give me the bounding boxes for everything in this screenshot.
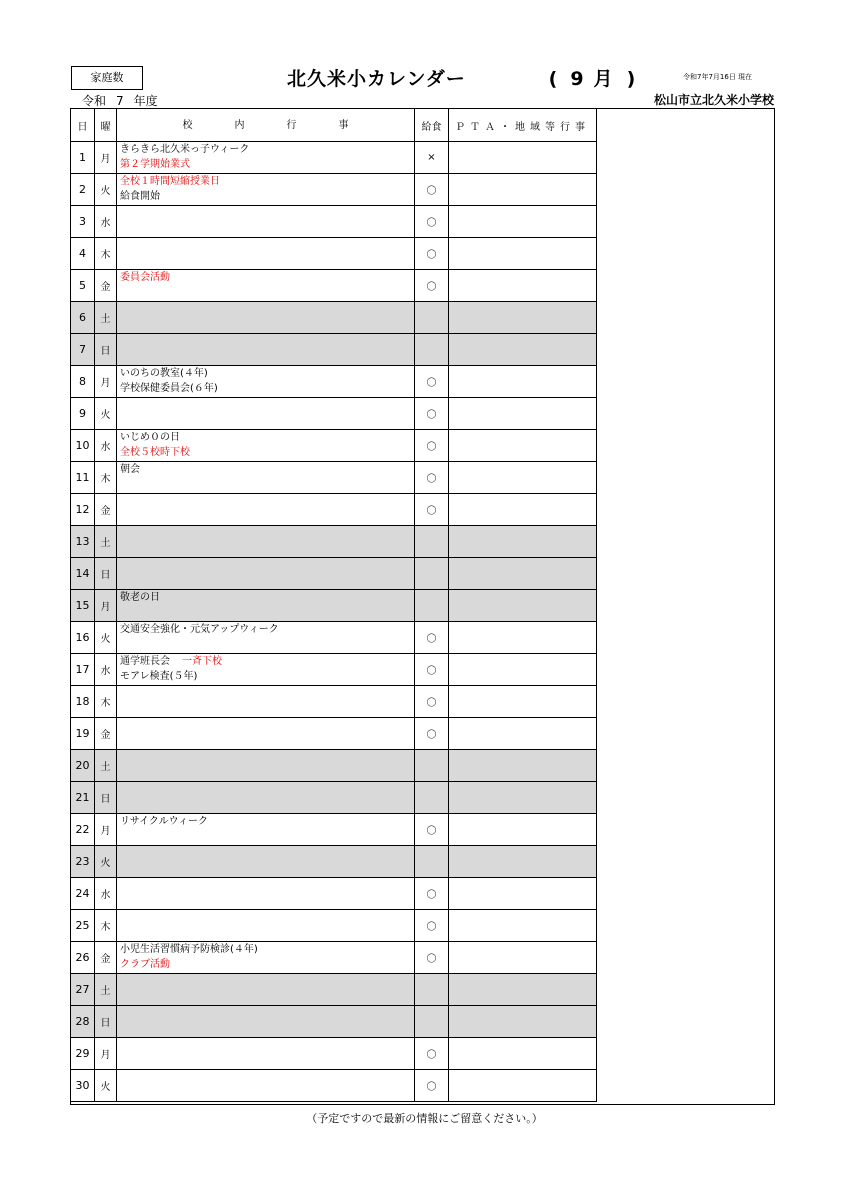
pta-events-cell bbox=[449, 238, 597, 270]
day-number: 2 bbox=[71, 174, 95, 206]
school-event bbox=[120, 957, 414, 972]
school-event bbox=[120, 445, 414, 460]
day-number: 19 bbox=[71, 718, 95, 750]
school-events-cell bbox=[117, 302, 415, 334]
pta-events-cell bbox=[449, 302, 597, 334]
school-event bbox=[120, 430, 414, 445]
school-events-cell bbox=[117, 814, 415, 846]
day-number: 6 bbox=[71, 302, 95, 334]
school-event bbox=[120, 669, 414, 684]
school-events-cell bbox=[117, 206, 415, 238]
calendar-row bbox=[71, 974, 597, 1006]
calendar-row bbox=[71, 910, 597, 942]
lunch-mark bbox=[415, 526, 449, 558]
calendar-row bbox=[71, 142, 597, 174]
pta-events-cell bbox=[449, 174, 597, 206]
school-events-cell bbox=[117, 1038, 415, 1070]
school-event bbox=[120, 157, 414, 172]
pta-events-cell bbox=[449, 782, 597, 814]
pta-events-cell bbox=[449, 206, 597, 238]
calendar-row bbox=[71, 942, 597, 974]
pta-events-cell bbox=[449, 142, 597, 174]
pta-events-cell bbox=[449, 750, 597, 782]
lunch-mark bbox=[415, 1006, 449, 1038]
school-events-cell bbox=[117, 590, 415, 622]
school-event-text: いじめ０の日 bbox=[120, 432, 180, 443]
as-of-date: 令和7年7月16日 現在 bbox=[683, 73, 753, 81]
weekday: 水 bbox=[95, 878, 117, 910]
weekday: 金 bbox=[95, 718, 117, 750]
pta-events-cell bbox=[449, 462, 597, 494]
lunch-mark: 〇 bbox=[415, 1038, 449, 1070]
school-event bbox=[120, 590, 414, 605]
calendar-row bbox=[71, 366, 597, 398]
calendar-row bbox=[71, 302, 597, 334]
day-number: 8 bbox=[71, 366, 95, 398]
day-number: 15 bbox=[71, 590, 95, 622]
month-number: 9 bbox=[570, 68, 584, 90]
lunch-mark: 〇 bbox=[415, 1070, 449, 1102]
calendar-row bbox=[71, 654, 597, 686]
lunch-mark: 〇 bbox=[415, 238, 449, 270]
school-events-cell bbox=[117, 142, 415, 174]
calendar-row bbox=[71, 430, 597, 462]
school-events-cell bbox=[117, 526, 415, 558]
pta-events-cell bbox=[449, 270, 597, 302]
school-event-text: きらきら北久米っ子ウィーク bbox=[120, 144, 250, 155]
school-events-cell bbox=[117, 654, 415, 686]
school-event-text: いのちの教室(４年) bbox=[120, 368, 208, 379]
school-event bbox=[120, 942, 414, 957]
day-number: 29 bbox=[71, 1038, 95, 1070]
weekday: 土 bbox=[95, 526, 117, 558]
header-pta-events: ＰＴＡ・地域等行事 bbox=[449, 109, 597, 142]
school-event-text: 第２学期始業式 bbox=[120, 159, 190, 170]
household-count-box bbox=[71, 66, 143, 90]
weekday: 月 bbox=[95, 142, 117, 174]
calendar-row bbox=[71, 1006, 597, 1038]
weekday: 火 bbox=[95, 1070, 117, 1102]
day-number: 1 bbox=[71, 142, 95, 174]
school-event-note: 一斉下校 bbox=[182, 656, 222, 667]
school-events-cell bbox=[117, 334, 415, 366]
lunch-mark: 〇 bbox=[415, 270, 449, 302]
school-event-text: 小児生活習慣病予防検診(４年) bbox=[120, 944, 258, 955]
calendar-row bbox=[71, 526, 597, 558]
header-day: 日 bbox=[71, 109, 95, 142]
day-number: 28 bbox=[71, 1006, 95, 1038]
pta-events-cell bbox=[449, 430, 597, 462]
school-events-cell bbox=[117, 622, 415, 654]
school-event-text: 朝会 bbox=[120, 464, 140, 475]
lunch-mark: 〇 bbox=[415, 206, 449, 238]
school-events-cell bbox=[117, 910, 415, 942]
calendar-row bbox=[71, 814, 597, 846]
school-events-cell bbox=[117, 398, 415, 430]
weekday: 火 bbox=[95, 846, 117, 878]
weekday: 土 bbox=[95, 750, 117, 782]
pta-events-cell bbox=[449, 654, 597, 686]
lunch-mark: 〇 bbox=[415, 718, 449, 750]
day-number: 21 bbox=[71, 782, 95, 814]
household-count-label: 家庭数 bbox=[90, 71, 124, 84]
calendar-row bbox=[71, 622, 597, 654]
school-events-cell bbox=[117, 174, 415, 206]
day-number: 18 bbox=[71, 686, 95, 718]
pta-events-cell bbox=[449, 686, 597, 718]
lunch-mark: 〇 bbox=[415, 942, 449, 974]
school-events-cell bbox=[117, 494, 415, 526]
day-number: 13 bbox=[71, 526, 95, 558]
pta-events-cell bbox=[449, 558, 597, 590]
calendar-row bbox=[71, 782, 597, 814]
lunch-mark: 〇 bbox=[415, 686, 449, 718]
day-number: 24 bbox=[71, 878, 95, 910]
calendar-row bbox=[71, 718, 597, 750]
weekday: 金 bbox=[95, 270, 117, 302]
school-events-cell bbox=[117, 270, 415, 302]
weekday: 水 bbox=[95, 654, 117, 686]
school-event bbox=[120, 174, 414, 189]
weekday: 水 bbox=[95, 206, 117, 238]
pta-events-cell bbox=[449, 878, 597, 910]
lunch-mark bbox=[415, 782, 449, 814]
pta-events-cell bbox=[449, 942, 597, 974]
calendar-table bbox=[70, 108, 597, 1102]
lunch-mark: 〇 bbox=[415, 398, 449, 430]
day-number: 11 bbox=[71, 462, 95, 494]
school-event bbox=[120, 654, 414, 669]
calendar-row bbox=[71, 686, 597, 718]
day-number: 9 bbox=[71, 398, 95, 430]
month-close-paren: ) bbox=[626, 68, 636, 90]
lunch-mark bbox=[415, 334, 449, 366]
lunch-mark bbox=[415, 750, 449, 782]
day-number: 22 bbox=[71, 814, 95, 846]
calendar-row bbox=[71, 270, 597, 302]
school-event bbox=[120, 366, 414, 381]
school-events-cell bbox=[117, 1070, 415, 1102]
school-events-cell bbox=[117, 718, 415, 750]
weekday: 金 bbox=[95, 494, 117, 526]
school-event-text: 委員会活動 bbox=[120, 272, 170, 283]
calendar-row bbox=[71, 206, 597, 238]
school-event bbox=[120, 814, 414, 829]
school-event bbox=[120, 622, 414, 637]
school-events-cell bbox=[117, 1006, 415, 1038]
pta-events-cell bbox=[449, 718, 597, 750]
weekday: 水 bbox=[95, 430, 117, 462]
school-events-cell bbox=[117, 846, 415, 878]
calendar-row bbox=[71, 174, 597, 206]
school-event bbox=[120, 462, 414, 477]
school-event bbox=[120, 381, 414, 396]
school-events-cell bbox=[117, 686, 415, 718]
calendar-row bbox=[71, 558, 597, 590]
day-number: 5 bbox=[71, 270, 95, 302]
weekday: 日 bbox=[95, 1006, 117, 1038]
school-events-cell bbox=[117, 558, 415, 590]
school-event-text: 全校５校時下校 bbox=[120, 447, 190, 458]
weekday: 木 bbox=[95, 686, 117, 718]
weekday: 火 bbox=[95, 622, 117, 654]
school-event-text: 学校保健委員会(６年) bbox=[120, 383, 218, 394]
calendar-row bbox=[71, 846, 597, 878]
day-number: 23 bbox=[71, 846, 95, 878]
pta-events-cell bbox=[449, 1038, 597, 1070]
weekday: 日 bbox=[95, 782, 117, 814]
pta-events-cell bbox=[449, 590, 597, 622]
pta-events-cell bbox=[449, 334, 597, 366]
weekday: 木 bbox=[95, 238, 117, 270]
lunch-mark: 〇 bbox=[415, 622, 449, 654]
fiscal-year bbox=[82, 92, 168, 109]
pta-events-cell bbox=[449, 846, 597, 878]
day-number: 25 bbox=[71, 910, 95, 942]
weekday: 月 bbox=[95, 590, 117, 622]
school-event-text: 給食開始 bbox=[120, 191, 160, 202]
weekday: 日 bbox=[95, 558, 117, 590]
school-events-cell bbox=[117, 238, 415, 270]
school-events-cell bbox=[117, 878, 415, 910]
lunch-mark bbox=[415, 846, 449, 878]
lunch-mark: 〇 bbox=[415, 814, 449, 846]
calendar-row bbox=[71, 462, 597, 494]
weekday: 月 bbox=[95, 366, 117, 398]
month-indicator bbox=[540, 64, 644, 91]
header-school-events: 校内行事 bbox=[117, 109, 415, 142]
day-number: 20 bbox=[71, 750, 95, 782]
day-number: 14 bbox=[71, 558, 95, 590]
year-number: 7 bbox=[116, 94, 124, 108]
school-events-cell bbox=[117, 366, 415, 398]
calendar-row bbox=[71, 494, 597, 526]
lunch-mark bbox=[415, 590, 449, 622]
school-event-text: 通学班長会 bbox=[120, 656, 170, 667]
day-number: 30 bbox=[71, 1070, 95, 1102]
lunch-mark bbox=[415, 558, 449, 590]
day-number: 26 bbox=[71, 942, 95, 974]
pta-events-cell bbox=[449, 526, 597, 558]
pta-events-cell bbox=[449, 398, 597, 430]
header-weekday: 曜 bbox=[95, 109, 117, 142]
lunch-mark: 〇 bbox=[415, 462, 449, 494]
month-open-paren: ( bbox=[548, 68, 558, 90]
header-lunch: 給食 bbox=[415, 109, 449, 142]
year-suffix: 年度 bbox=[133, 94, 158, 108]
day-number: 17 bbox=[71, 654, 95, 686]
day-number: 3 bbox=[71, 206, 95, 238]
pta-events-cell bbox=[449, 494, 597, 526]
school-events-cell bbox=[117, 462, 415, 494]
weekday: 土 bbox=[95, 302, 117, 334]
school-event-text: 交通安全強化・元気アップウィーク bbox=[120, 624, 279, 635]
calendar-row bbox=[71, 590, 597, 622]
day-number: 16 bbox=[71, 622, 95, 654]
lunch-mark bbox=[415, 302, 449, 334]
calendar-row bbox=[71, 750, 597, 782]
pta-events-cell bbox=[449, 974, 597, 1006]
lunch-mark: 〇 bbox=[415, 494, 449, 526]
pta-events-cell bbox=[449, 1006, 597, 1038]
day-number: 10 bbox=[71, 430, 95, 462]
month-unit: 月 bbox=[593, 68, 613, 90]
day-number: 7 bbox=[71, 334, 95, 366]
lunch-mark: 〇 bbox=[415, 174, 449, 206]
school-event-text: クラブ活動 bbox=[120, 959, 170, 970]
pta-events-cell bbox=[449, 1070, 597, 1102]
weekday: 木 bbox=[95, 462, 117, 494]
calendar-row bbox=[71, 878, 597, 910]
school-event-text: 全校１時間短縮授業日 bbox=[120, 176, 220, 187]
day-number: 27 bbox=[71, 974, 95, 1006]
lunch-mark: 〇 bbox=[415, 430, 449, 462]
school-event bbox=[120, 189, 414, 204]
weekday: 火 bbox=[95, 398, 117, 430]
weekday: 火 bbox=[95, 174, 117, 206]
weekday: 月 bbox=[95, 814, 117, 846]
calendar-row bbox=[71, 238, 597, 270]
school-event bbox=[120, 270, 414, 285]
lunch-mark: 〇 bbox=[415, 366, 449, 398]
lunch-mark: 〇 bbox=[415, 878, 449, 910]
school-event-text: モアレ検査(５年) bbox=[120, 671, 198, 682]
calendar-header-row bbox=[71, 109, 597, 142]
school-name: 松山市立北久米小学校 bbox=[653, 93, 774, 107]
pta-events-cell bbox=[449, 366, 597, 398]
school-events-cell bbox=[117, 430, 415, 462]
school-events-cell bbox=[117, 974, 415, 1006]
day-number: 12 bbox=[71, 494, 95, 526]
day-number: 4 bbox=[71, 238, 95, 270]
pta-events-cell bbox=[449, 622, 597, 654]
weekday: 月 bbox=[95, 1038, 117, 1070]
lunch-mark: 〇 bbox=[415, 654, 449, 686]
era-label: 令和 bbox=[82, 94, 107, 108]
school-events-cell bbox=[117, 942, 415, 974]
school-event bbox=[120, 142, 414, 157]
school-event-text: リサイクルウィーク bbox=[120, 816, 208, 827]
footer-note: （予定ですので最新の情報にご留意ください。） bbox=[306, 1112, 543, 1125]
school-event-text: 敬老の日 bbox=[120, 592, 160, 603]
lunch-mark bbox=[415, 974, 449, 1006]
weekday: 木 bbox=[95, 910, 117, 942]
calendar-row bbox=[71, 398, 597, 430]
calendar-row bbox=[71, 1038, 597, 1070]
calendar-body bbox=[71, 142, 597, 1102]
pta-events-cell bbox=[449, 910, 597, 942]
page-title: 北久米小カレンダー bbox=[287, 68, 466, 90]
pta-events-cell bbox=[449, 814, 597, 846]
weekday: 日 bbox=[95, 334, 117, 366]
weekday: 土 bbox=[95, 974, 117, 1006]
weekday: 金 bbox=[95, 942, 117, 974]
lunch-mark: × bbox=[415, 142, 449, 174]
calendar-row bbox=[71, 1070, 597, 1102]
school-events-cell bbox=[117, 750, 415, 782]
lunch-mark: 〇 bbox=[415, 910, 449, 942]
calendar-row bbox=[71, 334, 597, 366]
school-events-cell bbox=[117, 782, 415, 814]
